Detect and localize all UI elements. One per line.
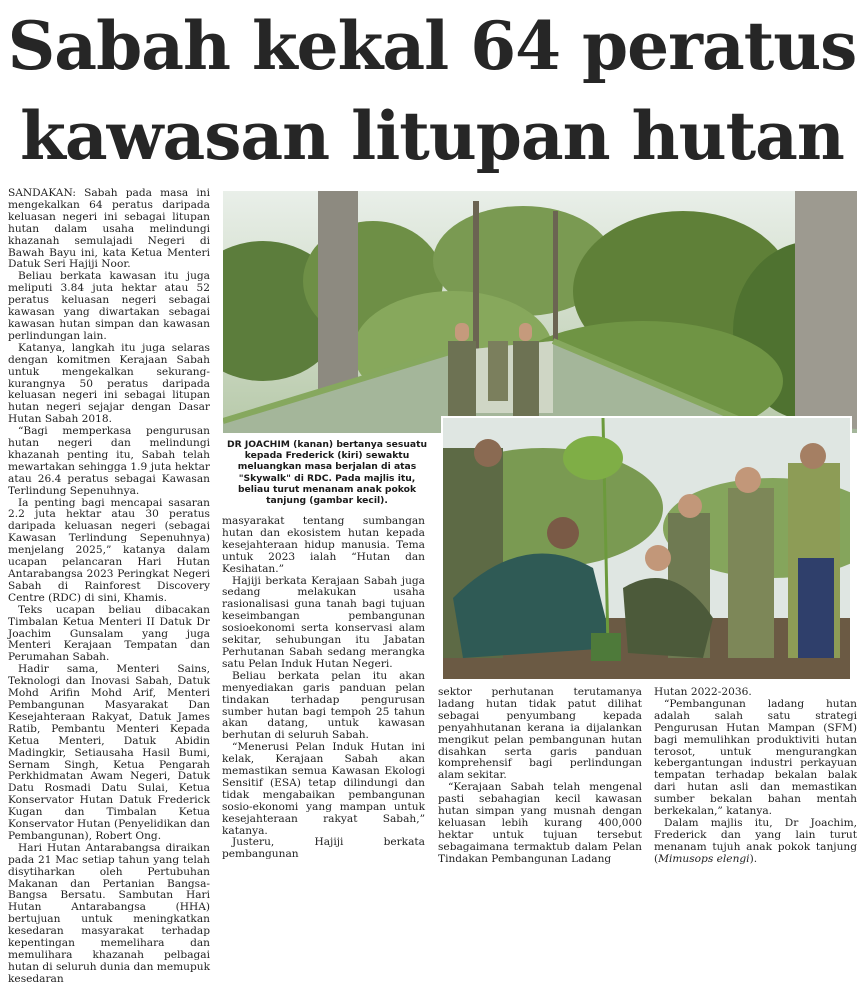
skywalk-photo-image [223,191,857,433]
tree-planting-photo-image [443,418,850,679]
paragraph: Hari Hutan Antarabangsa diraikan pada 21 Mac setiap tahun yang telah disytiharkan oleh Pertubuhan Makanan dan Pertanian Bangsa-Bangsa Bersatu. Sambutan Hari Hutan Antarabangsa (HHA) bertujuan untuk meningkatkan kesedaran masyarakat terhadap kepentingan memelihara dan memulihara khazanah pelbagai hutan di seluruh dunia dan memupuk kesedaran [8,841,210,985]
text-run: ). [749,852,758,865]
article-column-2 [222,516,425,861]
article-column-3 [438,687,642,866]
paragraph: sektor perhutanan terutamanya ladang hutan tidak patut dilihat sebagai penyumbang kepada penyahhutanan kerana ia dijalankan mengikut pelan pembangunan hutan disahkan serta garis panduan komprehensif bagi perlindungan alam sekitar. [438,686,642,782]
species-name: Mimusops elengi [658,852,750,865]
paragraph: Teks ucapan beliau dibacakan Timbalan Ketua Menteri II Datuk Dr Joachim Gunsalam yang juga Menteri Kerajaan Tempatan dan Perumahan Sabah. [8,603,210,664]
paragraph: Hajiji berkata Kerajaan Sabah juga sedang melakukan usaha rasionalisasi guna tanah bagi tujuan keseimbangan pembangunan sosioekonomi serta konservasi alam sekitar, sehubungan itu Jabatan Perhutanan Sabah sedang merangka satu Pelan Induk Hutan Negeri. [222,574,425,670]
paragraph: Justeru, Hajiji berkata pembangunan [222,836,425,861]
photo-caption: DR JOACHIM (kanan) bertanya sesuatu kepada Frederick (kiri) sewaktu meluangkan masa berjalan di atas "Skywalk" di RDC. Pada majlis itu, beliau turut menanam anak pokok tanjung (gambar kecil). [226,439,428,507]
paragraph: SANDAKAN: Sabah pada masa ini mengekalkan 64 peratus daripada keluasan negeri ini sebagai litupan hutan dalam usaha melindungi khazanah semulajadi Negeri di Bawah Bayu ini, kata Ketua Menteri Datuk Seri Hajiji Noor. [8,187,210,271]
article-column-4 [654,687,857,866]
paragraph [654,818,857,866]
paragraph: Ia penting bagi mencapai sasaran 2.2 juta hektar atau 30 peratus daripada keluasan negeri (sebagai Kawasan Terlindung Sepenuhnya) menjelang 2025,” katanya dalam ucapan pelancaran Hari Hutan Antarabangsa 2023 Peringkat Negeri Sabah di Rainforest Discovery Centre (RDC) di sini, Khamis. [8,496,210,604]
skywalk-photo [223,191,857,433]
paragraph: “Bagi memperkasa pengurusan hutan negeri dan melindungi khazanah penting itu, Sabah telah mewartakan sehingga 1.9 juta hektar atau 26.4 peratus sebagai Kawasan Terlindung Sepenuhnya. [8,425,210,497]
paragraph: “Kerajaan Sabah telah mengenal pasti sebahagian kecil kawasan hutan simpan yang musnah dengan keluasan lebih kurang 400,000 hektar untuk tujuan tersebut sebagaimana termaktub dalam Pelan Tindakan Pembangunan Ladang [438,781,642,865]
paragraph: Hutan 2022-2036. [654,686,752,698]
paragraph: Hadir sama, Menteri Sains, Teknologi dan Inovasi Sabah, Datuk Mohd Arifin Mohd Arif, Menteri Pembangunan Masyarakat Dan Kesejahteraan Rakyat, Datuk James Ratib, Pembantu Menteri Kepada Ketua Menteri, Datuk Abidin Madingkir, Setiausaha Hasil Bumi, Sernam Singh, Ketua Pengarah Perkhidmatan Awam Negeri, Datuk Datu Rosmadi Datu Sulai, Ketua Konservator Hutan Datuk Frederick Kugan dan Timbalan Ketua Konservator Hutan (Penyelidikan dan Pembangunan), Robert Ong. [8,663,210,842]
paragraph: Katanya, langkah itu juga selaras dengan komitmen Kerajaan Sabah untuk mengekalkan sekurang-kurangnya 50 peratus daripada keluasan negeri ini sebagai litupan hutan negeri sejajar dengan Dasar Hutan Sabah 2018. [8,341,210,426]
tree-planting-photo [441,416,852,681]
paragraph: Beliau berkata pelan itu akan menyediakan garis panduan pelan tindakan terhadap pengurusan sumber hutan bagi tempoh 25 tahun akan datang, untuk kawasan berhutan di seluruh Sabah. [222,669,425,742]
paragraph: “Menerusi Pelan Induk Hutan ini kelak, Kerajaan Sabah akan memastikan semua Kawasan Ekologi Sensitif (ESA) tetap dilindungi dan tidak mengabaikan pembangunan sosio-ekonomi yang mampan untuk kesejahteraan rakyat Sabah,” katanya. [222,741,425,837]
paragraph: “Pembangunan ladang hutan adalah salah satu strategi Pengurusan Hutan Mampan (SFM) bagi memulihkan produktiviti hutan terosot, untuk mengurangkan kebergantungan industri perkayuan tempatan terhadap bekalan balak dari hutan asli dan memastikan sumber bekalan bahan mentah berkekalan,” katanya. [654,697,857,818]
headline-line-1: Sabah kekal 64 peratus [7,7,857,85]
text-run: Dalam majlis itu, Dr Joachim, Frederick dan yang lain turut menanam tujuh anak pokok tanjung ( [654,816,857,865]
paragraph: Beliau berkata kawasan itu juga meliputi 3.84 juta hektar atau 52 peratus keluasan negeri sebagai kawasan yang diwartakan sebagai kawasan hutan simpan dan kawasan perlindungan lain. [8,270,210,342]
headline-line-2: kawasan litupan hutan [20,97,844,175]
article-column-1 [8,188,210,986]
paragraph: masyarakat tentang sumbangan hutan dan ekosistem hutan kepada kesejahteraan hidup manusia. Tema untuk 2023 ialah “Hutan dan Kesihatan.” [222,515,425,575]
